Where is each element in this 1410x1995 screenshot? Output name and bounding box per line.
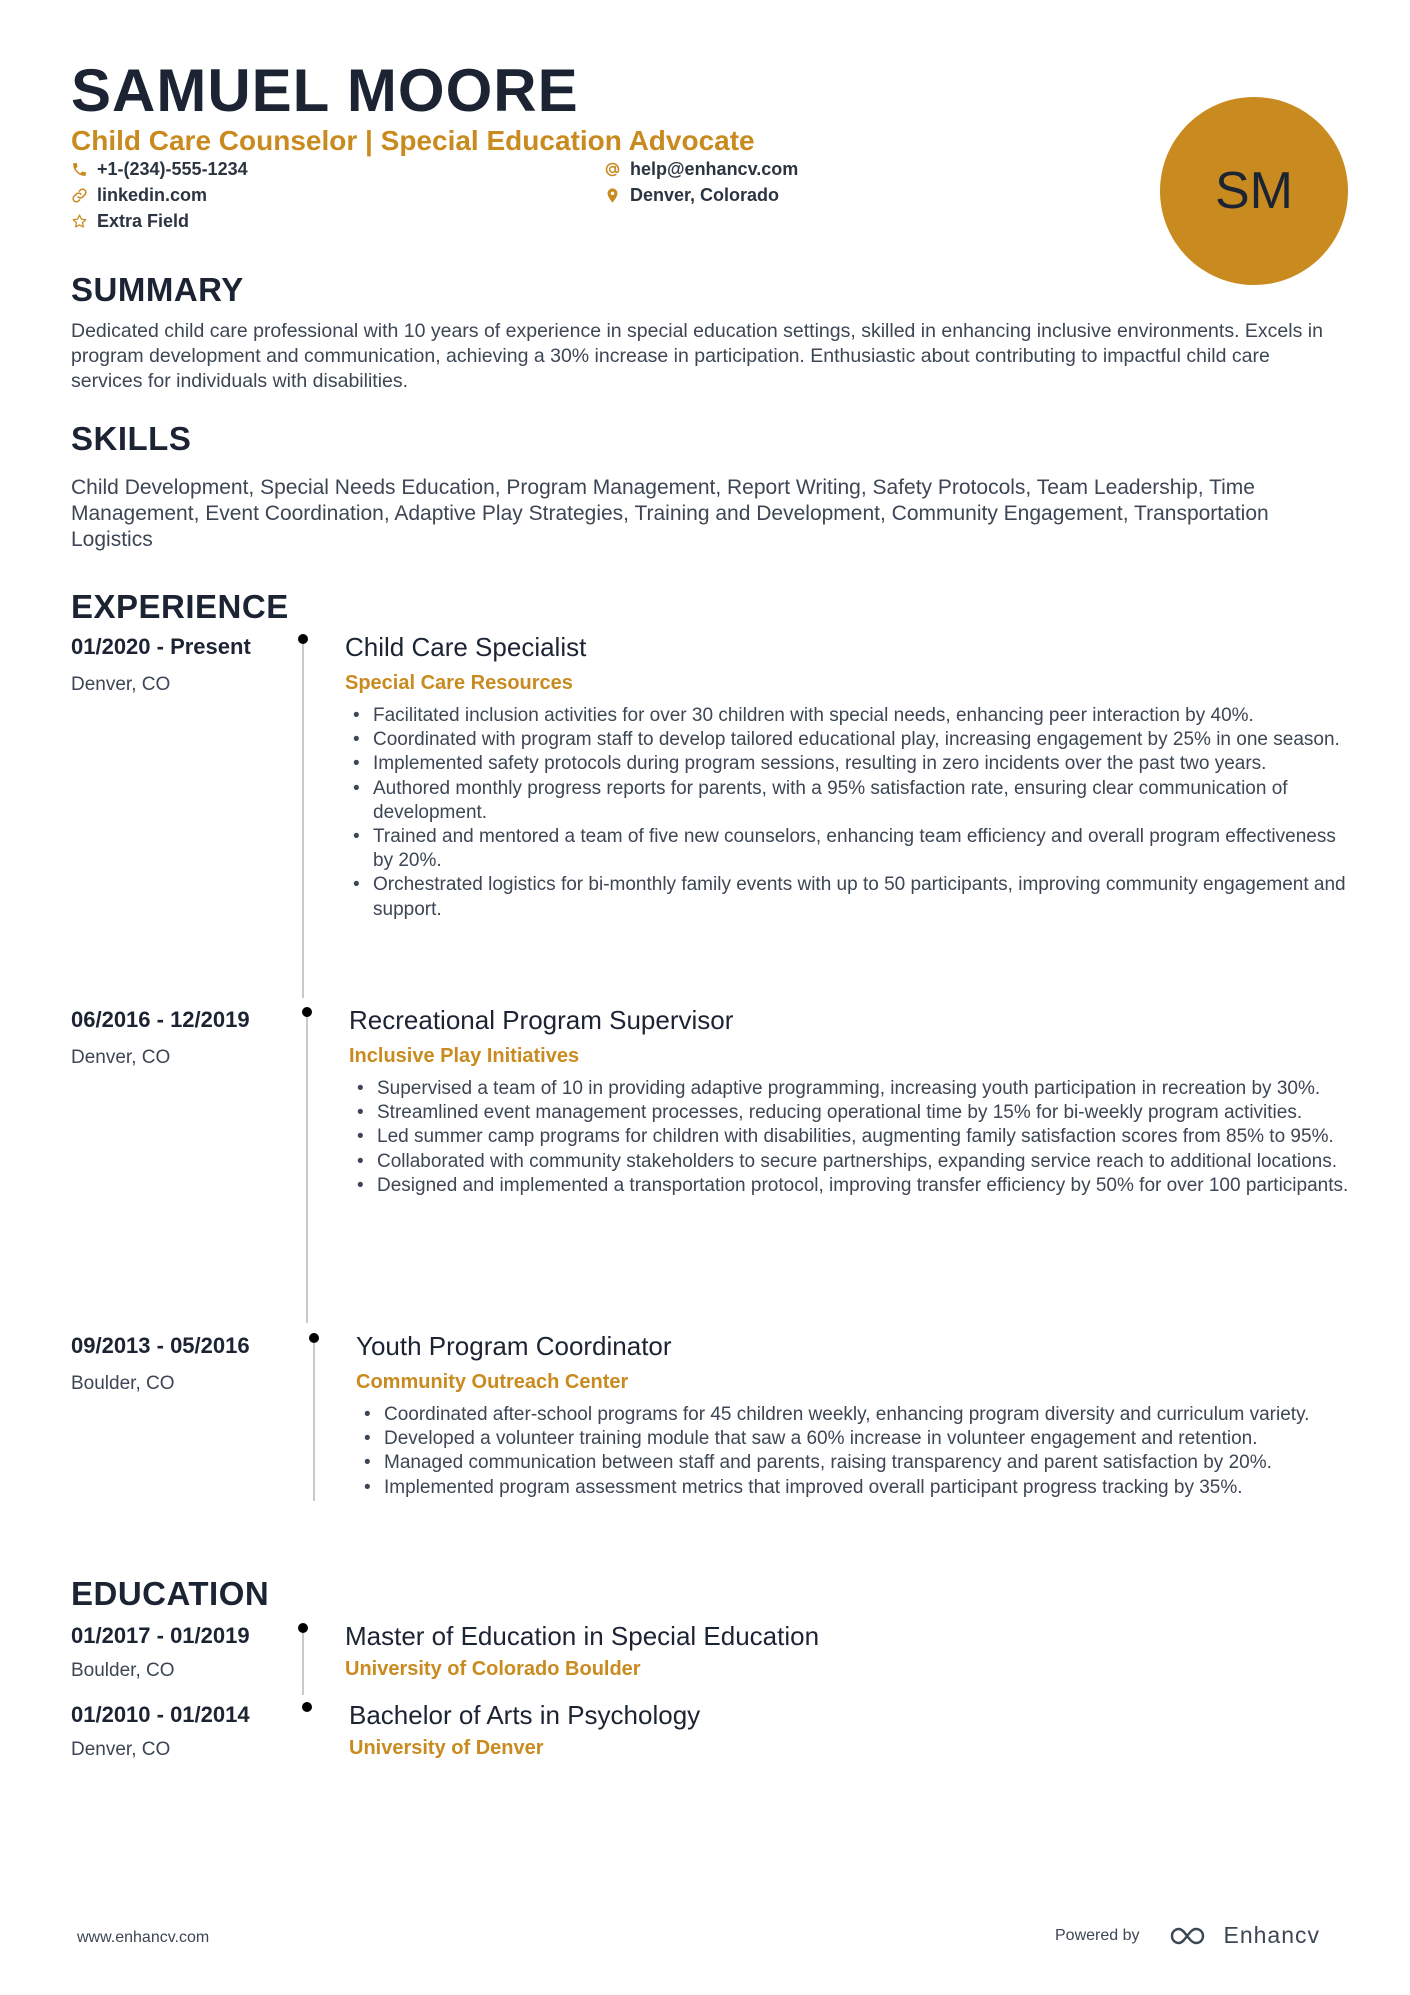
linkedin-text: linkedin.com <box>97 185 208 205</box>
list-item: • Developed a volunteer training module that saw a 60% increase in volunteer engagement and retention. <box>358 1427 1358 1451</box>
map-pin-icon <box>604 187 621 204</box>
list-item: • Facilitated inclusion activities for over 30 children with special needs, enhancing peer interaction by 40%. <box>347 704 1347 728</box>
list-item: • Coordinated after-school programs for 45 children weekly, enhancing program diversity and curriculum variety. <box>358 1403 1358 1427</box>
list-item: • Authored monthly progress reports for parents, with a 95% satisfaction rate, ensuring clear communication of development. <box>347 777 1347 825</box>
list-item: • Designed and implemented a transportation protocol, improving transfer efficiency by 50% for over 100 participants. <box>351 1174 1351 1198</box>
job-location: Denver, CO <box>71 674 171 695</box>
contact-linkedin[interactable] <box>71 185 207 206</box>
contact-phone[interactable] <box>71 159 248 180</box>
summary-heading: SUMMARY <box>71 271 244 308</box>
edu-location: Boulder, CO <box>71 1660 175 1681</box>
list-item: • Streamlined event management processes, reducing operational time by 15% for bi-weekly program activities. <box>351 1101 1351 1125</box>
email-text: help@enhancv.com <box>630 159 799 179</box>
job-location: Denver, CO <box>71 1047 171 1068</box>
skills-text: Child Development, Special Needs Education, Program Management, Report Writing, Safety Protocols, Team Leadership, Time Management, Event Coordination, Adaptive Play Strategies, Training and Development, Community Engagement, Transportation Logistics <box>71 476 1269 551</box>
job-role: Child Care Specialist <box>345 632 587 662</box>
edu-school: University of Denver <box>349 1737 544 1759</box>
powered-by-text: Powered by <box>1055 1926 1140 1944</box>
job-bullets <box>347 704 1347 922</box>
star-icon <box>71 213 88 230</box>
timeline-dot <box>298 634 308 644</box>
edu-degree: Bachelor of Arts in Psychology <box>349 1700 701 1730</box>
education-heading: EDUCATION <box>71 1575 270 1612</box>
job-role: Youth Program Coordinator <box>356 1331 672 1361</box>
phone-icon <box>71 161 88 178</box>
job-dates: 01/2020 - Present <box>71 634 251 659</box>
list-item: • Implemented program assessment metrics that improved overall participant progress tracking by 35%. <box>358 1476 1358 1500</box>
enhancv-logo-icon <box>1168 1924 1214 1948</box>
edu-school: University of Colorado Boulder <box>345 1658 641 1680</box>
avatar: SM <box>1160 97 1348 285</box>
timeline-line <box>302 1633 304 1695</box>
extra-field-text: Extra Field <box>97 211 190 231</box>
job-company: Inclusive Play Initiatives <box>349 1045 580 1067</box>
brand-name: Enhancv <box>1223 1922 1321 1948</box>
timeline-dot <box>298 1623 308 1633</box>
edu-dates: 01/2017 - 01/2019 <box>71 1623 250 1648</box>
list-item: • Trained and mentored a team of five new counselors, enhancing team efficiency and overall program effectiveness by 20%. <box>347 825 1347 873</box>
brand-logo[interactable] <box>1168 1922 1321 1949</box>
link-icon <box>71 187 88 204</box>
timeline-dot <box>302 1007 312 1017</box>
list-item: • Coordinated with program staff to develop tailored educational play, increasing engagement by 25% in one season. <box>347 728 1347 752</box>
contact-extra <box>71 211 189 232</box>
job-dates: 09/2013 - 05/2016 <box>71 1333 250 1358</box>
location-text: Denver, Colorado <box>630 185 780 205</box>
contact-location <box>604 185 779 206</box>
list-item: • Collaborated with community stakeholders to secure partnerships, expanding service reach to additional locations. <box>351 1150 1351 1174</box>
job-company: Special Care Resources <box>345 672 573 694</box>
job-bullets <box>358 1403 1358 1500</box>
list-item: • Managed communication between staff and parents, raising transparency and parent satisfaction by 20%. <box>358 1451 1358 1475</box>
contact-email[interactable] <box>604 159 798 180</box>
phone-text: +1-(234)-555-1234 <box>97 159 248 179</box>
summary-text: Dedicated child care professional with 10 years of experience in special education settings, skilled in enhancing inclusive environments. Excels in program development and communication, achieving a 30% increase in participation. Enthusiastic about contributing to impactful child care services for individuals with disabilities. <box>71 320 1323 392</box>
timeline-line <box>313 1343 315 1501</box>
timeline-line <box>302 644 304 998</box>
footer-branding <box>1055 1922 1320 1949</box>
timeline-line <box>306 1017 308 1323</box>
list-item: • Supervised a team of 10 in providing adaptive programming, increasing youth participation in recreation by 30%. <box>351 1077 1351 1101</box>
candidate-name: SAMUEL MOORE <box>71 57 579 124</box>
timeline-dot <box>309 1333 319 1343</box>
experience-heading: EXPERIENCE <box>71 588 289 625</box>
list-item: • Orchestrated logistics for bi-monthly family events with up to 50 participants, improving community engagement and support. <box>347 873 1347 921</box>
at-icon <box>604 161 621 178</box>
list-item: • Led summer camp programs for children with disabilities, augmenting family satisfaction scores from 85% to 95%. <box>351 1125 1351 1149</box>
timeline-dot <box>302 1702 312 1712</box>
job-role: Recreational Program Supervisor <box>349 1005 734 1035</box>
edu-degree: Master of Education in Special Education <box>345 1621 820 1651</box>
candidate-title: Child Care Counselor | Special Education Advocate <box>71 125 755 156</box>
footer-website[interactable]: www.enhancv.com <box>77 1929 210 1946</box>
edu-location: Denver, CO <box>71 1739 171 1760</box>
skills-heading: SKILLS <box>71 420 192 457</box>
edu-dates: 01/2010 - 01/2014 <box>71 1702 250 1727</box>
job-dates: 06/2016 - 12/2019 <box>71 1007 250 1032</box>
list-item: • Implemented safety protocols during program sessions, resulting in zero incidents over the past two years. <box>347 752 1347 776</box>
job-bullets <box>351 1077 1351 1198</box>
job-location: Boulder, CO <box>71 1373 175 1394</box>
job-company: Community Outreach Center <box>356 1371 629 1393</box>
